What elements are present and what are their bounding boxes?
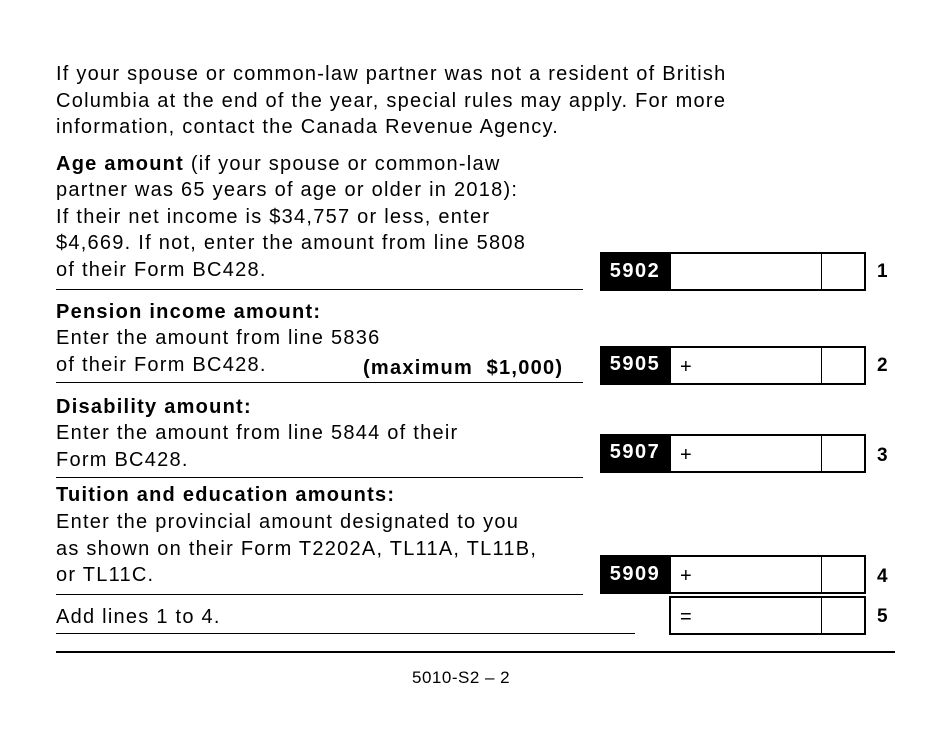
total-label: Add lines 1 to 4.: [56, 606, 221, 628]
age-text: partner was 65 years of age or older in 2018):: [56, 179, 519, 201]
age-text: If their net income is $34,757 or less, enter: [56, 206, 491, 228]
plus-sign: +: [680, 565, 692, 587]
line-code-5909: 5909: [600, 555, 670, 594]
divider: [56, 382, 583, 383]
age-heading-rest: (if your spouse or common-law: [184, 153, 501, 175]
tuition-cents-field[interactable]: [821, 557, 864, 592]
pension-text: Enter the amount from line 5836: [56, 327, 381, 349]
line-number: 3: [877, 445, 888, 466]
pension-amount-field[interactable]: [669, 346, 866, 385]
tuition-heading: Tuition and education amounts:: [56, 484, 396, 506]
line-number: 4: [877, 566, 888, 587]
line-number: 2: [877, 355, 888, 376]
disability-text: Enter the amount from line 5844 of their: [56, 422, 459, 444]
divider: [56, 633, 635, 634]
page-footer: 5010-S2 – 2: [412, 668, 511, 687]
divider: [56, 594, 583, 595]
age-heading-line: [56, 153, 501, 175]
tuition-amount-field[interactable]: [669, 555, 866, 594]
intro-line: information, contact the Canada Revenue Agency.: [56, 116, 560, 138]
disability-amount-field[interactable]: [669, 434, 866, 473]
disability-heading: Disability amount:: [56, 396, 252, 418]
age-text: $4,669. If not, enter the amount from line 5808: [56, 232, 527, 254]
age-text: of their Form BC428.: [56, 259, 267, 281]
pension-text: of their Form BC428.: [56, 354, 267, 376]
age-heading: Age amount: [56, 153, 185, 175]
line-code-5907: 5907: [600, 434, 670, 473]
total-amount-field[interactable]: [669, 596, 866, 635]
intro-line: If your spouse or common-law partner was not a resident of British: [56, 63, 727, 85]
equals-sign: =: [680, 606, 692, 628]
tuition-text: or TL11C.: [56, 564, 155, 586]
line-code-5905: 5905: [600, 346, 670, 385]
line-number: 1: [877, 261, 888, 282]
tuition-text: as shown on their Form T2202A, TL11A, TL11B,: [56, 538, 538, 560]
age-amount-field[interactable]: [669, 252, 866, 291]
total-cents-field[interactable]: [821, 598, 864, 633]
pension-maximum: (maximum $1,000): [363, 357, 564, 379]
line-number: 5: [877, 606, 888, 627]
tuition-text: Enter the provincial amount designated to you: [56, 511, 520, 533]
disability-text: Form BC428.: [56, 449, 189, 471]
plus-sign: +: [680, 356, 692, 378]
pension-heading: Pension income amount:: [56, 301, 322, 323]
intro-line: Columbia at the end of the year, special rules may apply. For more: [56, 90, 727, 112]
divider: [56, 289, 583, 290]
pension-cents-field[interactable]: [821, 348, 864, 383]
disability-cents-field[interactable]: [821, 436, 864, 471]
plus-sign: +: [680, 444, 692, 466]
footer-divider: [56, 651, 895, 653]
age-cents-field[interactable]: [821, 254, 864, 289]
line-code-5902: 5902: [600, 252, 670, 291]
divider: [56, 477, 583, 478]
